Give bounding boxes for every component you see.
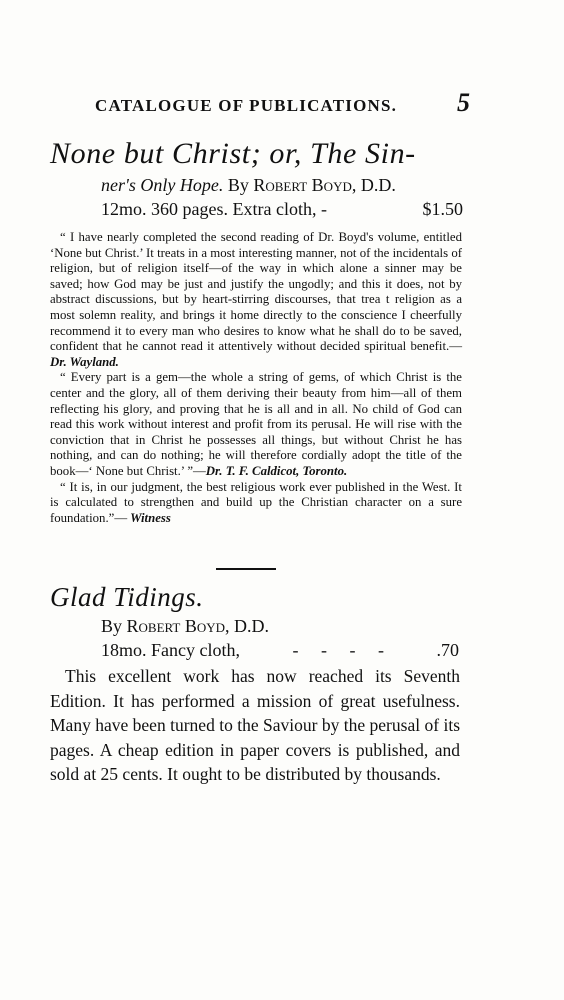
book1-title: None but Christ; or, The Sin- [50, 137, 416, 170]
section-divider [216, 568, 276, 570]
page-header [95, 90, 470, 116]
book2-title: Glad Tidings. [50, 582, 204, 612]
book2-author: Robert Boyd [126, 616, 226, 636]
testimonial-text: “ Every part is a gem—the whole a string of gems, of which Christ is the center and the glory, all of them deriving their beauty from him—all of them reflecting his glory, and proving that he is all and in all. No child of God can read this work without interest and profit from its perusal. He will rise with the conviction that in Christ he possesses all things, but without Christ he has nothing, and can do nothing; he will therefore cordially adopt the title of the book—‘ None but Christ.’ ”— [50, 370, 462, 478]
book1-author-prefix: By [227, 175, 249, 195]
book2-author-suffix: , D.D. [225, 616, 270, 636]
book2-author-line [101, 616, 269, 637]
testimonial-attribution: Witness [127, 510, 171, 525]
book1-format: 12mo. 360 pages. Extra cloth, - [101, 199, 327, 219]
book2-price-leader: - - - - [292, 640, 384, 660]
testimonial-text: “ It is, in our judgment, the best religious work ever published in the West. It is calculated to strengthen and build up the Christian character on a sure foundation.”— [50, 479, 462, 525]
book1-testimonials [50, 230, 462, 526]
testimonial [50, 370, 462, 479]
book1-price-line [101, 199, 463, 220]
book2-price-line [101, 640, 459, 661]
book1-author-suffix: , D.D. [351, 175, 396, 195]
book1-subtitle: ner's Only Hope. [101, 175, 224, 195]
book1-subtitle-line [101, 175, 461, 196]
testimonial-text: “ I have nearly completed the second reading of Dr. Boyd's volume, entitled ‘None but Christ.’ It treats in a most interesting manner, not of the incidentals of religion, but of religion itself—of the way in which alone a sinner may be saved; how God may be just and justify the ungodly; and this it does, not by abstract discussions, but by heart-stirring discourses, that trea t religion as a most solemn reality, and brings it home directly to the conscience I cheerfully recommend it to every man who desires to know what he shall do to be saved, confident that he cannot read it attentively without decided spiritual benefit.— [50, 230, 462, 354]
book1-price: $1.50 [422, 199, 463, 219]
testimonial-attribution: Dr. T. F. Caldicot, Toronto. [205, 463, 348, 478]
testimonial [50, 480, 462, 527]
book2-price: .70 [436, 640, 459, 660]
book1-author: Robert Boyd [253, 175, 352, 195]
testimonial-attribution: Dr. Wayland. [50, 354, 119, 369]
book2-description: This excellent work has now reached its Seventh Edition. It has performed a mission of great usefulness. Many have been turned to the Saviour by the perusal of its pages. A cheap edition in paper covers is published, and sold at 25 cents. It ought to be distributed by thousands. [50, 666, 460, 784]
page-number: 5 [457, 88, 470, 117]
book2-format: 18mo. Fancy cloth, [101, 640, 240, 660]
book2-author-prefix: By [101, 616, 123, 636]
running-title: CATALOGUE OF PUBLICATIONS. [95, 96, 398, 115]
testimonial [50, 230, 462, 370]
